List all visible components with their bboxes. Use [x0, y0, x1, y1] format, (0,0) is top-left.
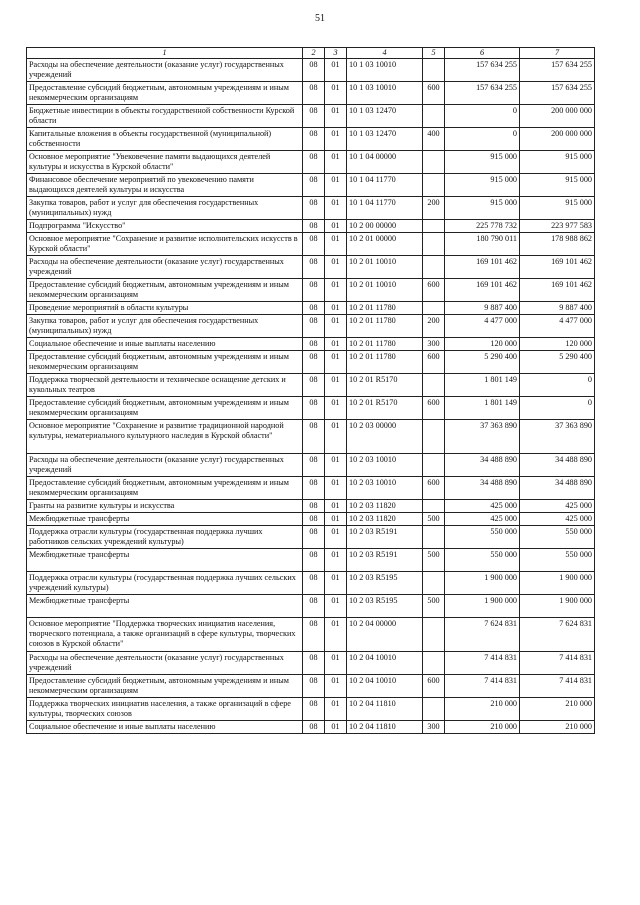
row-amount-year-2: 7 414 831	[520, 652, 595, 675]
row-amount-year-2: 915 000	[520, 174, 595, 197]
column-header: 3	[325, 48, 347, 59]
table-row	[27, 721, 595, 734]
row-section: 08	[303, 105, 325, 128]
row-expense-type: 200	[423, 197, 445, 220]
row-amount-year-2: 1 900 000	[520, 572, 595, 595]
row-amount-year-2: 425 000	[520, 500, 595, 513]
row-section: 08	[303, 174, 325, 197]
row-name: Социальное обеспечение и иные выплаты населению	[27, 338, 303, 351]
row-amount-year-2: 7 414 831	[520, 675, 595, 698]
row-target-code: 10 2 01 10010	[347, 256, 423, 279]
row-expense-type: 600	[423, 351, 445, 374]
row-expense-type	[423, 174, 445, 197]
row-target-code: 10 2 04 11810	[347, 698, 423, 721]
row-amount-year-2: 915 000	[520, 151, 595, 174]
row-name: Закупка товаров, работ и услуг для обеспечения государственных (муниципальных) нужд	[27, 315, 303, 338]
row-expense-type	[423, 618, 445, 652]
row-amount-year-2: 4 477 000	[520, 315, 595, 338]
row-amount-year-1: 0	[445, 105, 520, 128]
row-subsection: 01	[325, 572, 347, 595]
row-target-code: 10 2 01 11780	[347, 338, 423, 351]
row-subsection: 01	[325, 477, 347, 500]
row-section: 08	[303, 549, 325, 572]
row-target-code: 10 1 03 12470	[347, 128, 423, 151]
row-subsection: 01	[325, 698, 347, 721]
column-header: 4	[347, 48, 423, 59]
table-row	[27, 572, 595, 595]
table-row	[27, 526, 595, 549]
row-expense-type: 400	[423, 128, 445, 151]
row-target-code: 10 2 01 00000	[347, 233, 423, 256]
page-number: 51	[315, 13, 325, 24]
row-section: 08	[303, 315, 325, 338]
row-amount-year-2: 915 000	[520, 197, 595, 220]
row-section: 08	[303, 374, 325, 397]
row-target-code: 10 1 03 12470	[347, 105, 423, 128]
row-name: Расходы на обеспечение деятельности (оказание услуг) государственных учреждений	[27, 454, 303, 477]
row-subsection: 01	[325, 174, 347, 197]
row-expense-type: 600	[423, 279, 445, 302]
row-expense-type	[423, 698, 445, 721]
row-expense-type	[423, 572, 445, 595]
table-row	[27, 454, 595, 477]
row-amount-year-2: 7 624 831	[520, 618, 595, 652]
row-expense-type	[423, 652, 445, 675]
row-target-code: 10 2 03 R5195	[347, 572, 423, 595]
row-subsection: 01	[325, 397, 347, 420]
row-amount-year-2: 223 977 583	[520, 220, 595, 233]
table-row	[27, 315, 595, 338]
row-section: 08	[303, 652, 325, 675]
row-target-code: 10 2 00 00000	[347, 220, 423, 233]
row-expense-type: 300	[423, 721, 445, 734]
row-amount-year-1: 180 790 011	[445, 233, 520, 256]
row-section: 08	[303, 128, 325, 151]
table-row	[27, 197, 595, 220]
row-subsection: 01	[325, 233, 347, 256]
row-amount-year-1: 425 000	[445, 513, 520, 526]
row-target-code: 10 2 03 R5195	[347, 595, 423, 618]
row-amount-year-1: 1 900 000	[445, 595, 520, 618]
row-subsection: 01	[325, 351, 347, 374]
row-amount-year-1: 425 000	[445, 500, 520, 513]
row-amount-year-1: 915 000	[445, 151, 520, 174]
row-expense-type: 200	[423, 315, 445, 338]
table-row	[27, 652, 595, 675]
table-row	[27, 302, 595, 315]
row-subsection: 01	[325, 500, 347, 513]
row-amount-year-1: 120 000	[445, 338, 520, 351]
row-target-code: 10 2 04 10010	[347, 652, 423, 675]
row-name: Основное мероприятие "Сохранение и развитие традиционной народной культуры, нематериального культурного наследия в Курской области"	[27, 420, 303, 454]
row-target-code: 10 2 03 R5191	[347, 549, 423, 572]
row-amount-year-1: 210 000	[445, 698, 520, 721]
row-name: Предоставление субсидий бюджетным, автономным учреждениям и иным некоммерческим организациям	[27, 675, 303, 698]
row-name: Поддержка отрасли культуры (государственная поддержка лучших сельских учреждений культуры)	[27, 572, 303, 595]
row-target-code: 10 2 01 R5170	[347, 374, 423, 397]
row-name: Основное мероприятие "Поддержка творческих инициатив населения, творческого потенциала, а также организаций в сфере культуры, творческих союзов в Курской области"	[27, 618, 303, 652]
row-section: 08	[303, 233, 325, 256]
row-amount-year-2: 157 634 255	[520, 59, 595, 82]
row-section: 08	[303, 151, 325, 174]
table-row	[27, 595, 595, 618]
row-target-code: 10 2 01 10010	[347, 279, 423, 302]
row-amount-year-1: 0	[445, 128, 520, 151]
row-section: 08	[303, 256, 325, 279]
row-amount-year-1: 915 000	[445, 197, 520, 220]
row-expense-type: 600	[423, 397, 445, 420]
row-target-code: 10 1 03 10010	[347, 59, 423, 82]
table-row	[27, 338, 595, 351]
column-header: 5	[423, 48, 445, 59]
row-name: Предоставление субсидий бюджетным, автономным учреждениям и иным некоммерческим организациям	[27, 397, 303, 420]
row-name: Социальное обеспечение и иные выплаты населению	[27, 721, 303, 734]
row-target-code: 10 1 04 00000	[347, 151, 423, 174]
row-section: 08	[303, 302, 325, 315]
row-expense-type: 500	[423, 549, 445, 572]
column-header: 6	[445, 48, 520, 59]
table-row	[27, 351, 595, 374]
row-amount-year-2: 550 000	[520, 526, 595, 549]
row-expense-type	[423, 454, 445, 477]
row-target-code: 10 2 03 10010	[347, 454, 423, 477]
table-row	[27, 420, 595, 454]
row-expense-type	[423, 105, 445, 128]
row-section: 08	[303, 351, 325, 374]
row-target-code: 10 2 01 R5170	[347, 397, 423, 420]
row-expense-type: 600	[423, 82, 445, 105]
row-target-code: 10 1 04 11770	[347, 197, 423, 220]
row-name: Основное мероприятие "Сохранение и развитие исполнительских искусств в Курской области"	[27, 233, 303, 256]
table-row	[27, 105, 595, 128]
row-section: 08	[303, 595, 325, 618]
row-subsection: 01	[325, 279, 347, 302]
row-amount-year-2: 34 488 890	[520, 454, 595, 477]
table-row	[27, 477, 595, 500]
row-amount-year-2: 210 000	[520, 721, 595, 734]
row-amount-year-1: 157 634 255	[445, 59, 520, 82]
row-amount-year-1: 1 801 149	[445, 397, 520, 420]
row-subsection: 01	[325, 256, 347, 279]
row-section: 08	[303, 82, 325, 105]
table-row	[27, 82, 595, 105]
row-section: 08	[303, 279, 325, 302]
row-name: Подпрограмма "Искусство"	[27, 220, 303, 233]
row-target-code: 10 2 03 R5191	[347, 526, 423, 549]
row-name: Гранты на развитие культуры и искусства	[27, 500, 303, 513]
row-section: 08	[303, 454, 325, 477]
row-subsection: 01	[325, 618, 347, 652]
row-amount-year-2: 178 988 862	[520, 233, 595, 256]
row-subsection: 01	[325, 338, 347, 351]
row-target-code: 10 2 03 11820	[347, 500, 423, 513]
row-target-code: 10 1 04 11770	[347, 174, 423, 197]
row-name: Поддержка отрасли культуры (государственная поддержка лучших работников сельских учреждений культуры)	[27, 526, 303, 549]
row-amount-year-2: 550 000	[520, 549, 595, 572]
row-amount-year-2: 1 900 000	[520, 595, 595, 618]
table-row	[27, 256, 595, 279]
row-section: 08	[303, 477, 325, 500]
row-name: Предоставление субсидий бюджетным, автономным учреждениям и иным некоммерческим организациям	[27, 82, 303, 105]
row-subsection: 01	[325, 82, 347, 105]
row-subsection: 01	[325, 652, 347, 675]
row-target-code: 10 2 04 00000	[347, 618, 423, 652]
row-expense-type	[423, 526, 445, 549]
row-name: Предоставление субсидий бюджетным, автономным учреждениям и иным некоммерческим организациям	[27, 279, 303, 302]
row-subsection: 01	[325, 721, 347, 734]
row-subsection: 01	[325, 675, 347, 698]
row-expense-type: 600	[423, 477, 445, 500]
row-name: Расходы на обеспечение деятельности (оказание услуг) государственных учреждений	[27, 652, 303, 675]
row-target-code: 10 2 03 00000	[347, 420, 423, 454]
row-amount-year-2: 200 000 000	[520, 105, 595, 128]
row-expense-type	[423, 420, 445, 454]
row-target-code: 10 2 03 11820	[347, 513, 423, 526]
row-subsection: 01	[325, 128, 347, 151]
row-amount-year-1: 169 101 462	[445, 279, 520, 302]
row-target-code: 10 2 03 10010	[347, 477, 423, 500]
row-amount-year-1: 7 414 831	[445, 675, 520, 698]
column-number-row	[27, 48, 595, 59]
row-amount-year-1: 1 801 149	[445, 374, 520, 397]
row-subsection: 01	[325, 302, 347, 315]
row-expense-type	[423, 220, 445, 233]
table-row	[27, 698, 595, 721]
row-name: Межбюджетные трансферты	[27, 513, 303, 526]
row-amount-year-2: 37 363 890	[520, 420, 595, 454]
row-name: Расходы на обеспечение деятельности (оказание услуг) государственных учреждений	[27, 59, 303, 82]
row-section: 08	[303, 420, 325, 454]
row-amount-year-1: 169 101 462	[445, 256, 520, 279]
row-subsection: 01	[325, 151, 347, 174]
row-amount-year-1: 7 624 831	[445, 618, 520, 652]
row-name: Основное мероприятие "Увековечение памяти выдающихся деятелей культуры и искусства в Курской области"	[27, 151, 303, 174]
table-row	[27, 151, 595, 174]
row-subsection: 01	[325, 105, 347, 128]
row-expense-type	[423, 151, 445, 174]
row-amount-year-1: 550 000	[445, 526, 520, 549]
row-section: 08	[303, 500, 325, 513]
table-row	[27, 500, 595, 513]
row-amount-year-2: 157 634 255	[520, 82, 595, 105]
row-subsection: 01	[325, 595, 347, 618]
table-row	[27, 128, 595, 151]
row-subsection: 01	[325, 454, 347, 477]
row-amount-year-2: 210 000	[520, 698, 595, 721]
table-row	[27, 59, 595, 82]
row-subsection: 01	[325, 220, 347, 233]
row-amount-year-2: 34 488 890	[520, 477, 595, 500]
row-amount-year-1: 4 477 000	[445, 315, 520, 338]
row-target-code: 10 2 04 11810	[347, 721, 423, 734]
row-amount-year-1: 34 488 890	[445, 454, 520, 477]
row-expense-type	[423, 233, 445, 256]
column-header: 7	[520, 48, 595, 59]
row-name: Финансовое обеспечение мероприятий по увековечению памяти выдающихся деятелей культуры и искусства	[27, 174, 303, 197]
table-row	[27, 233, 595, 256]
row-name: Межбюджетные трансферты	[27, 595, 303, 618]
row-section: 08	[303, 220, 325, 233]
column-header: 1	[27, 48, 303, 59]
row-expense-type: 300	[423, 338, 445, 351]
row-amount-year-2: 120 000	[520, 338, 595, 351]
row-expense-type: 500	[423, 513, 445, 526]
table-row	[27, 220, 595, 233]
row-amount-year-1: 7 414 831	[445, 652, 520, 675]
row-name: Предоставление субсидий бюджетным, автономным учреждениям и иным некоммерческим организациям	[27, 351, 303, 374]
budget-table	[26, 47, 595, 734]
row-target-code: 10 2 01 11780	[347, 351, 423, 374]
row-section: 08	[303, 397, 325, 420]
row-target-code: 10 2 01 11780	[347, 302, 423, 315]
row-name: Проведение мероприятий в области культуры	[27, 302, 303, 315]
row-section: 08	[303, 698, 325, 721]
row-subsection: 01	[325, 549, 347, 572]
row-amount-year-1: 915 000	[445, 174, 520, 197]
row-amount-year-2: 0	[520, 397, 595, 420]
row-amount-year-1: 37 363 890	[445, 420, 520, 454]
table-row	[27, 675, 595, 698]
table-row	[27, 513, 595, 526]
row-section: 08	[303, 338, 325, 351]
table-row	[27, 279, 595, 302]
row-amount-year-1: 9 887 400	[445, 302, 520, 315]
row-section: 08	[303, 675, 325, 698]
row-target-code: 10 2 04 10010	[347, 675, 423, 698]
row-amount-year-1: 210 000	[445, 721, 520, 734]
row-name: Бюджетные инвестиции в объекты государственной собственности Курской области	[27, 105, 303, 128]
row-name: Поддержка творческой деятельности и техническое оснащение детских и кукольных театров	[27, 374, 303, 397]
row-section: 08	[303, 197, 325, 220]
row-amount-year-2: 9 887 400	[520, 302, 595, 315]
row-section: 08	[303, 526, 325, 549]
row-amount-year-2: 169 101 462	[520, 279, 595, 302]
row-amount-year-1: 225 778 732	[445, 220, 520, 233]
row-expense-type	[423, 374, 445, 397]
row-expense-type: 500	[423, 595, 445, 618]
row-section: 08	[303, 618, 325, 652]
row-amount-year-1: 34 488 890	[445, 477, 520, 500]
row-amount-year-1: 157 634 255	[445, 82, 520, 105]
table-row	[27, 174, 595, 197]
column-header: 2	[303, 48, 325, 59]
row-expense-type	[423, 59, 445, 82]
row-expense-type	[423, 256, 445, 279]
row-name: Межбюджетные трансферты	[27, 549, 303, 572]
row-section: 08	[303, 721, 325, 734]
row-amount-year-1: 5 290 400	[445, 351, 520, 374]
row-target-code: 10 1 03 10010	[347, 82, 423, 105]
table-row	[27, 397, 595, 420]
row-name: Расходы на обеспечение деятельности (оказание услуг) государственных учреждений	[27, 256, 303, 279]
row-subsection: 01	[325, 420, 347, 454]
table-row	[27, 618, 595, 652]
row-amount-year-2: 169 101 462	[520, 256, 595, 279]
row-amount-year-2: 425 000	[520, 513, 595, 526]
row-amount-year-2: 0	[520, 374, 595, 397]
row-section: 08	[303, 59, 325, 82]
row-amount-year-1: 550 000	[445, 549, 520, 572]
row-name: Закупка товаров, работ и услуг для обеспечения государственных (муниципальных) нужд	[27, 197, 303, 220]
row-amount-year-2: 5 290 400	[520, 351, 595, 374]
row-section: 08	[303, 572, 325, 595]
row-amount-year-2: 200 000 000	[520, 128, 595, 151]
row-name: Поддержка творческих инициатив населения, а также организаций в сфере культуры, творческих союзов	[27, 698, 303, 721]
row-amount-year-1: 1 900 000	[445, 572, 520, 595]
row-subsection: 01	[325, 513, 347, 526]
row-section: 08	[303, 513, 325, 526]
row-subsection: 01	[325, 59, 347, 82]
row-subsection: 01	[325, 374, 347, 397]
row-subsection: 01	[325, 526, 347, 549]
row-subsection: 01	[325, 197, 347, 220]
table-body	[27, 59, 595, 734]
row-subsection: 01	[325, 315, 347, 338]
row-expense-type	[423, 302, 445, 315]
row-expense-type: 600	[423, 675, 445, 698]
row-name: Капитальные вложения в объекты государственной (муниципальной) собственности	[27, 128, 303, 151]
table-row	[27, 549, 595, 572]
row-target-code: 10 2 01 11780	[347, 315, 423, 338]
table-row	[27, 374, 595, 397]
row-name: Предоставление субсидий бюджетным, автономным учреждениям и иным некоммерческим организациям	[27, 477, 303, 500]
row-expense-type	[423, 500, 445, 513]
